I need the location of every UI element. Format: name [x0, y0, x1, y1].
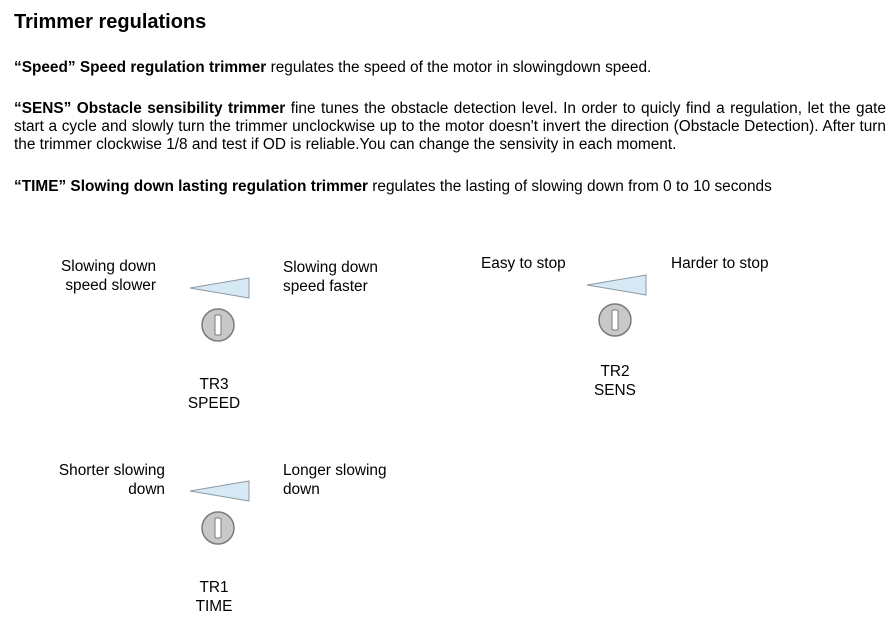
- tr3-name: SPEED: [187, 395, 241, 412]
- tr3-right-line2: speed faster: [283, 278, 368, 295]
- tr2-left-label: Easy to stop: [481, 255, 566, 272]
- tr2-right-label: Harder to stop: [671, 255, 769, 272]
- tr1-right-label: [283, 461, 423, 499]
- tr1-wedge-icon: [188, 479, 252, 503]
- tr3-caption: [164, 375, 264, 413]
- sens-paragraph: [14, 100, 886, 154]
- tr3-left-label: [20, 257, 156, 295]
- time-paragraph: [14, 178, 886, 196]
- tr1-code: TR1: [199, 579, 229, 596]
- tr3-right-label: [283, 258, 423, 296]
- tr1-caption: [164, 578, 264, 616]
- tr2-code: TR2: [600, 363, 630, 380]
- tr1-name: TIME: [195, 598, 233, 615]
- tr1-right-line2: down: [283, 481, 320, 498]
- tr2-name: SENS: [594, 382, 636, 399]
- page-title: Trimmer regulations: [14, 11, 207, 33]
- time-term: “TIME” Slowing down lasting regulation trimmer: [14, 178, 368, 195]
- speed-term: “Speed” Speed regulation trimmer: [14, 59, 267, 76]
- tr1-right-line1: Longer slowing: [283, 462, 387, 479]
- speed-paragraph: [14, 59, 886, 77]
- tr1-left-line2: down: [128, 481, 165, 498]
- tr1-left-line1: Shorter slowing: [58, 462, 165, 479]
- tr2-trimmer-knob-icon: [597, 302, 633, 338]
- speed-description: regulates the speed of the motor in slowingdown speed.: [266, 59, 652, 76]
- tr3-left-line2: speed slower: [65, 277, 156, 294]
- tr3-left-line1: Slowing down: [61, 258, 156, 275]
- tr1-left-label: [20, 461, 165, 499]
- tr3-wedge-icon: [188, 276, 252, 300]
- tr3-trimmer-knob-icon: [200, 307, 236, 343]
- sens-description: fine tunes the obstacle detection level. In order to quicly find a regulation, let the gate start a cycle and slowly turn the trimmer unclockwise up to the motor doesn't invert the direction (Obstacle Detection). After turn the trimmer clockwise 1/8 and test if OD is reliable.You can change the sensivity in each moment.: [14, 100, 886, 153]
- tr3-code: TR3: [199, 376, 229, 393]
- tr2-wedge-icon: [585, 273, 649, 297]
- time-description: regulates the lasting of slowing down from 0 to 10 seconds: [368, 178, 772, 195]
- tr1-trimmer-knob-icon: [200, 510, 236, 546]
- sens-term: “SENS” Obstacle sensibility trimmer: [14, 100, 286, 117]
- tr2-caption: [565, 362, 665, 400]
- tr3-right-line1: Slowing down: [283, 259, 378, 276]
